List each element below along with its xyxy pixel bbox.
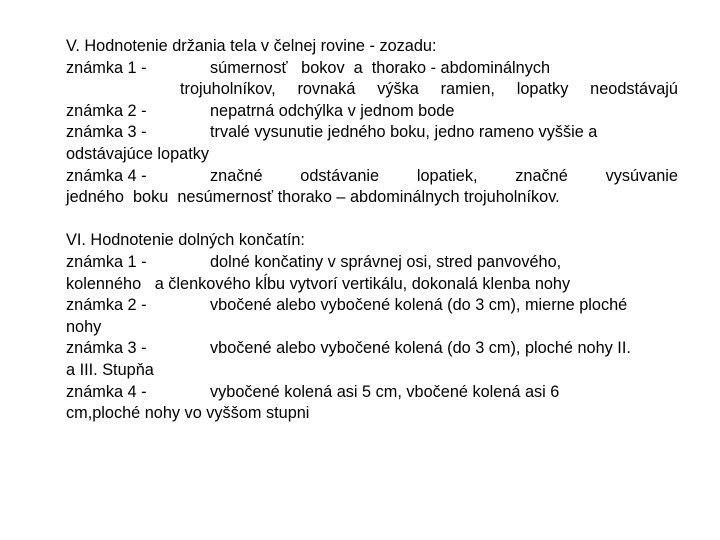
s6-grade3-line [66,338,678,360]
word: rovnaká [297,80,356,99]
s6-grade4-line [66,382,678,404]
s5-grade1-text: súmernosť bokov a thorako - abdominálnych [210,58,551,77]
s5-grade2-line [66,101,678,123]
word: značné [515,166,568,185]
s5-grade3-text: trvalé vysunutie jedného boku, jedno rameno vyššie a [210,123,598,142]
word: trojuholníkov, [180,80,276,99]
s5-grade1-label: známka 1 - [66,58,147,77]
s5-grade4-label: známka 4 - [66,166,147,185]
s5-grade1-line [66,58,678,80]
s6-grade2-line [66,295,678,317]
s5-grade4-text [210,166,678,188]
s5-grade2-text: nepatrná odchýlka v jednom bode [210,101,455,120]
s5-grade4-continuation: jedného boku nesúmernosť thorako – abdominálnych trojuholníkov. [66,188,560,207]
s6-grade4-label: známka 4 - [66,382,147,401]
s6-grade1-label: známka 1 - [66,252,147,271]
word: odstávanie [300,166,380,185]
word: lopatiek, [416,166,478,185]
word: neodstávajú [590,80,678,99]
s5-grade3-line [66,122,678,144]
s6-grade1-text: dolné končatiny v správnej osi, stred panvového, [210,252,562,271]
s5-grade4-line [66,166,678,188]
s5-grade1-text2 [180,79,678,101]
s6-grade2-label: známka 2 - [66,296,147,315]
section-gap [66,209,678,231]
section5-heading: V. Hodnotenie držania tela v čelnej rovine - zozadu: [66,37,437,55]
section6-heading: VI. Hodnotenie dolných končatín: [66,231,305,250]
s6-grade2-text: vbočené alebo vybočené kolená (do 3 cm), mierne ploché [210,296,628,315]
word: ramien, [440,80,495,99]
s5-grade1-line2 [66,79,678,101]
s6-grade2-continuation: nohy [66,317,102,336]
s6-grade3-continuation: a III. Stupňa [66,360,154,379]
s6-grade3-label: známka 3 - [66,339,147,358]
word: lopatky [516,80,569,99]
word: výška [377,80,419,99]
s5-grade2-label: známka 2 - [66,101,147,120]
s6-grade3-text: vbočené alebo vybočené kolená (do 3 cm), ploché nohy II. [210,339,631,358]
s6-grade1-continuation: kolenného a členkového kĺbu vytvorí vertikálu, dokonalá klenba nohy [66,274,571,293]
s6-grade4-text: vybočené kolená asi 5 cm, vbočené kolená asi 6 [210,382,560,401]
s6-grade4-continuation: cm,ploché nohy vo vyššom stupni [66,404,310,423]
word: vysúvanie [605,166,678,185]
s5-grade3-label: známka 3 - [66,123,147,142]
word: značné [210,166,263,185]
s5-grade3-continuation: odstávajúce lopatky [66,144,210,163]
s6-grade1-line [66,252,678,274]
text-block [66,36,678,425]
